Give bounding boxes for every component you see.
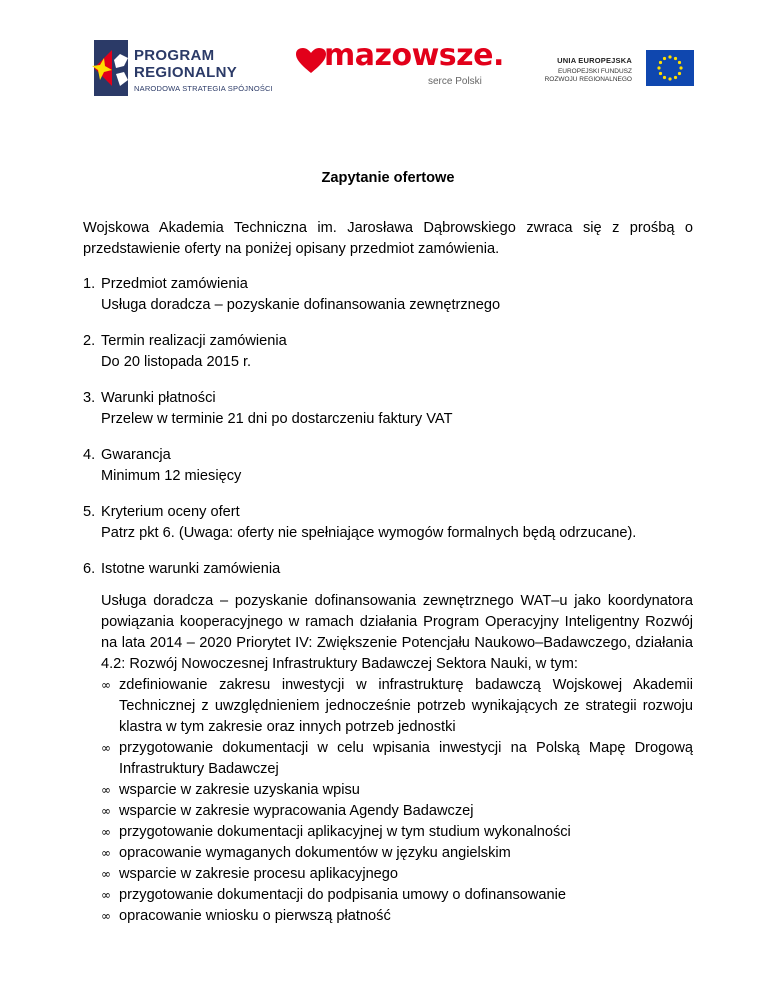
section-number: 2. (83, 333, 96, 349)
section-5 (83, 502, 693, 544)
section-6-body (83, 591, 693, 927)
eu-flag-icon (646, 50, 694, 86)
section-2 (83, 331, 693, 373)
page-header (0, 0, 768, 110)
section-detail: Usługa doradcza – pozyskanie dofinansowania zewnętrznego (101, 297, 501, 313)
mazowsze-logo (296, 38, 504, 94)
section-detail: Przelew w terminie 21 dni po dostarczeniu faktury VAT (101, 411, 453, 427)
eu-logo-line2: EUROPEJSKI FUNDUSZ (557, 68, 632, 75)
mazowsze-wordmark: mazowsze. (324, 38, 504, 73)
section-number: 3. (83, 390, 96, 406)
section-4 (83, 445, 693, 487)
section-number: 1. (83, 276, 96, 292)
section-detail: Minimum 12 miesięcy (101, 468, 242, 484)
mazowsze-tagline: serce Polski (428, 76, 482, 87)
program-logo-line2: REGIONALNY (134, 64, 238, 81)
section-heading: Termin realizacji zamówienia (101, 333, 287, 349)
section-heading: Warunki płatności (101, 390, 216, 406)
eu-logo-line3: ROZWOJU REGIONALNEGO (544, 76, 632, 83)
section-number: 5. (83, 504, 96, 520)
infinity-bullet-icon: ∞ (101, 804, 111, 818)
section-number: 4. (83, 447, 96, 463)
infinity-bullet-icon: ∞ (101, 783, 111, 797)
section-heading: Przedmiot zamówienia (101, 276, 248, 292)
program-regionalny-logo (90, 40, 290, 96)
eu-logo-line1: UNIA EUROPEJSKA (557, 56, 632, 65)
list-item: ∞ przygotowanie dokumentacji aplikacyjnej w tym studium wykonalności (101, 822, 693, 843)
section-3 (83, 388, 693, 430)
infinity-bullet-icon: ∞ (101, 888, 111, 902)
section-heading: Kryterium oceny ofert (101, 504, 240, 520)
section-detail: Do 20 listopada 2015 r. (101, 354, 252, 370)
infinity-bullet-icon: ∞ (101, 741, 111, 755)
list-item: ∞ zdefiniowanie zakresu inwestycji w infrastrukturę badawczą Wojskowej Akademii Technicznej z uwzględnieniem jednocześnie potrzeb wynikających ze strategii rozwoju klastra w tym zakresie oraz innych potrzeb jednostki (101, 677, 693, 735)
list-item: ∞ wsparcie w zakresie wypracowania Agendy Badawczej (101, 801, 693, 822)
infinity-bullet-icon: ∞ (101, 909, 111, 923)
section-heading: Gwarancja (101, 447, 171, 463)
program-logo-line1: PROGRAM (134, 47, 215, 64)
section-6-paragraph: Usługa doradcza – pozyskanie dofinansowania zewnętrznego WAT–u jako koordynatora powiązania kooperacyjnego w ramach działania Program Operacyjny Inteligentny Rozwój na lata 2014 – 2020 Priorytet IV: Zwiększenie Potencjału Naukowo–Badawczego, działania 4.2: Rozwój Nowoczesnej Infrastruktury Badawczej Sektora Nauki, w tym: (101, 593, 693, 672)
section-number: 6. (83, 561, 96, 577)
infinity-bullet-icon: ∞ (101, 867, 111, 881)
document-body (83, 168, 693, 927)
infinity-bullet-icon: ∞ (101, 678, 111, 692)
infinity-bullet-icon: ∞ (101, 825, 111, 839)
program-logo-line3: NARODOWA STRATEGIA SPÓJNOŚCI (134, 84, 273, 93)
document-title: Zapytanie ofertowe (321, 170, 455, 186)
list-item: ∞ opracowanie wymaganych dokumentów w języku angielskim (101, 843, 693, 864)
list-item: ∞ wsparcie w zakresie uzyskania wpisu (101, 780, 693, 801)
section-1 (83, 274, 693, 316)
heart-icon (296, 48, 326, 74)
section-6 (83, 559, 693, 580)
infinity-bullet-icon: ∞ (101, 846, 111, 860)
section-heading: Istotne warunki zamówienia (101, 561, 281, 577)
list-item: ∞ przygotowanie dokumentacji do podpisania umowy o dofinansowanie (101, 885, 693, 906)
intro-paragraph: Wojskowa Akademia Techniczna im. Jarosława Dąbrowskiego zwraca się z prośbą o przedstawienie oferty na poniżej opisany przedmiot zamówienia. (83, 220, 693, 257)
list-item: ∞ opracowanie wniosku o pierwszą płatność (101, 906, 693, 927)
list-item: ∞ przygotowanie dokumentacji w celu wpisania inwestycji na Polską Mapę Drogową Infrastruktury Badawczej (101, 740, 693, 777)
section-detail: Patrz pkt 6. (Uwaga: oferty nie spełniające wymogów formalnych będą odrzucane). (101, 525, 637, 541)
program-regionalny-star-icon (90, 40, 132, 96)
list-item: ∞ wsparcie w zakresie procesu aplikacyjnego (101, 864, 693, 885)
requirements-list (101, 675, 693, 927)
eu-logo (524, 50, 694, 90)
